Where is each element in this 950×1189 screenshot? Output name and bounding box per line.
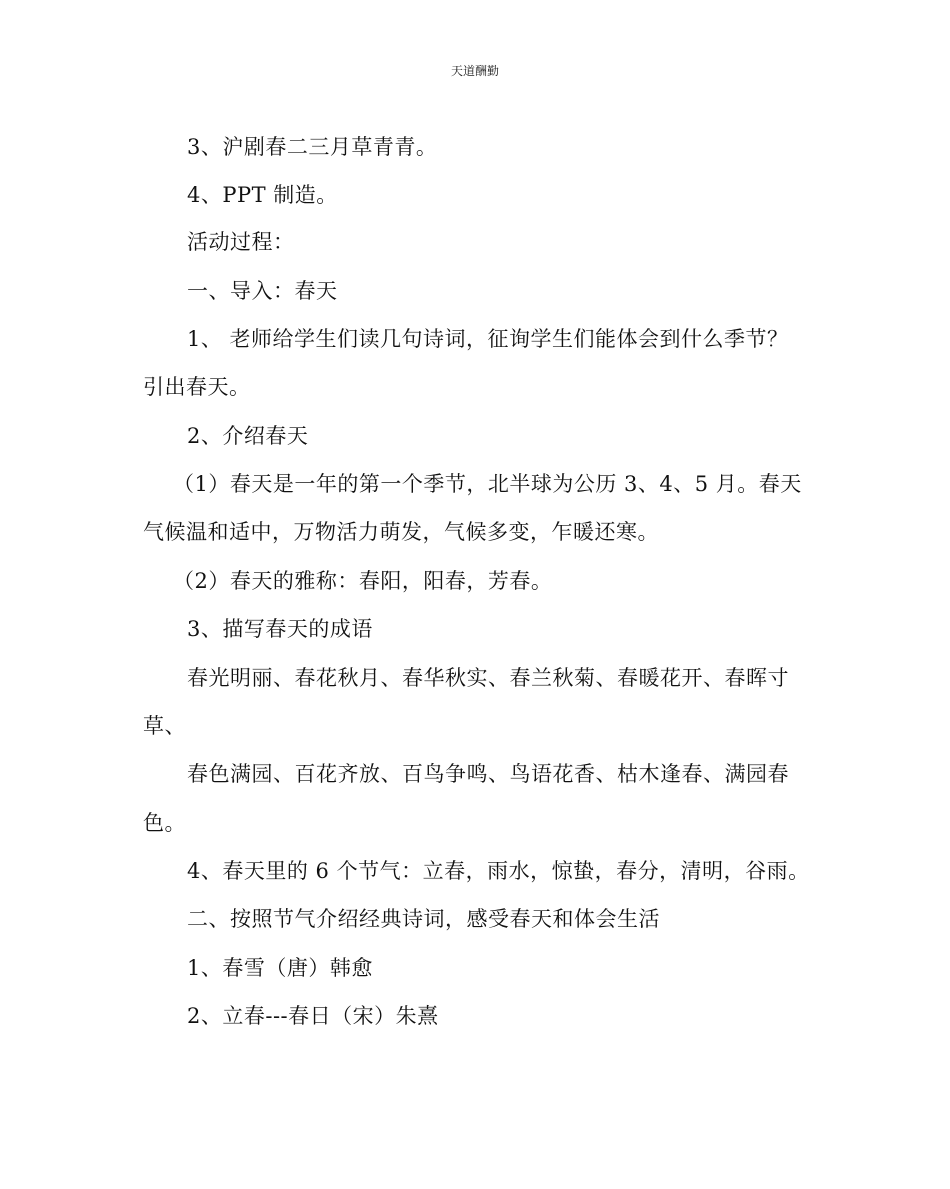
idioms-line1: 春光明丽、春花秋月、春华秋实、春兰秋菊、春暖花开、春晖寸: [187, 666, 789, 690]
item-spring-names: （2）春天的雅称：春阳，阳春，芳春。: [173, 569, 553, 593]
item-solar-terms: 4、春天里的 6 个节气：立春，雨水，惊蛰，春分，清明，谷雨。: [187, 859, 810, 883]
item-spring-idioms-heading: 3、描写春天的成语: [187, 617, 373, 641]
item-teacher-reads-line1: 1、 老师给学生们读几句诗词，征询学生们能体会到什么季节？: [187, 327, 789, 351]
idioms-line4: 色。: [143, 811, 186, 835]
item-poem-chunxue: 1、春雪（唐）韩愈: [187, 956, 373, 980]
item-poem-chunri: 2、立春---春日（宋）朱熹: [187, 1004, 439, 1028]
section-poems-by-solar-terms: 二、按照节气介绍经典诗词，感受春天和体会生活: [187, 907, 660, 931]
page-header: 天道酬勤: [450, 64, 499, 78]
item-spring-season-line1: （1）春天是一年的第一个季节，北半球为公历 3、4、5 月。春天: [173, 472, 802, 496]
idioms-line2: 草、: [143, 714, 186, 738]
item-huju: 3、沪剧春二三月草青青。: [187, 135, 438, 159]
item-introduce-spring: 2、介绍春天: [187, 424, 309, 448]
item-ppt: 4、PPT 制造。: [187, 183, 338, 207]
section-intro-spring: 一、导入：春天: [187, 279, 338, 303]
item-teacher-reads-line2: 引出春天。: [143, 375, 251, 399]
section-activity-process: 活动过程：: [187, 230, 295, 254]
item-spring-season-line2: 气候温和适中，万物活力萌发，气候多变，乍暖还寒。: [143, 520, 659, 544]
idioms-line3: 春色满园、百花齐放、百鸟争鸣、鸟语花香、枯木逢春、满园春: [187, 762, 789, 786]
